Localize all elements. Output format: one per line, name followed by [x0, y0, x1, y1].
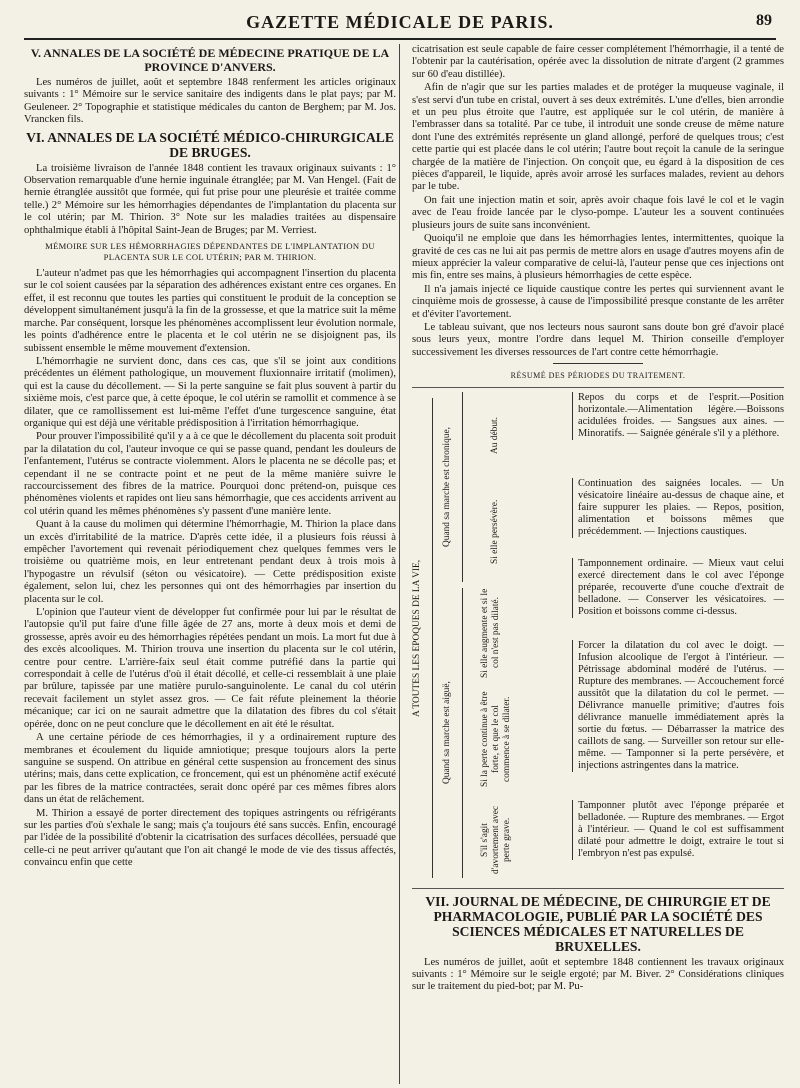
- summary-label-avortement: S'il s'agit d'avortement avec perte grave.: [480, 805, 512, 874]
- section-7-text: Les numéros de juillet, août et septembre 1848 contiennent les travaux originaux suivants : 1° Mémoire sur le seigle ergoté; par M. Biver. 2° Considérations cliniques sur le traitement du pied-bot; par M. Pu-: [412, 956, 784, 993]
- journal-title: GAZETTE MÉDICALE DE PARIS.: [246, 12, 554, 32]
- summary-block-continue: Forcer la dilatation du col avec le doigt. — Infusion alcoolique de l'ergot à l'intérieur. — Pétrissage abdominal modéré de l'utérus. — Rupture des membranes. — Accouchement forcé aussitôt que la dilatation du col le permet. — Délivrance manuelle primitive; d'autres fois délivrance manuelle immédiatement après la sortie du fœtus. — Débarrasser la matrice des caillots de sang. — Surveiller son retour sur elle-même. — Tamponner si la perte persévère, et injections astringentes dans la matrice.: [572, 640, 784, 772]
- summary-brace: [432, 398, 437, 878]
- paragraph: Pour prouver l'impossibilité qu'il y a à ce que le décollement du placenta soit produit par la dilatation du col, l'auteur invoque ce qui se passe quand, pendant les douleurs de l'enfantement, l'utérus se contracte violemment. Alors le placenta ne se décolle pas; et cependant il ne se contracte point et ne peut de la même manière suivre le raccourcissement des fibres de la matrice. Pourquoi donc prétend-on, puisque ces phénomènes violents et rapides ont lieu sans hémorrhagie, que ces accidents arrivent au col utérin quand les mêmes phénomènes s'y passent d'une manière lente.: [24, 431, 396, 517]
- summary-title: RÉSUMÉ DES PÉRIODES DU TRAITEMENT.: [510, 371, 686, 381]
- summary-label-persevere: Si elle persévère.: [490, 499, 500, 564]
- paragraph: Il n'a jamais injecté ce liquide caustique contre les pertes qui surviennent avant le cinquième mois de grossesse, à cause de l'impossibilité presque constante de les arrêter et d'éviter l'avortement.: [412, 283, 784, 320]
- page-number: 89: [756, 12, 772, 29]
- section-5-text: Les numéros de juillet, août et septembre 1848 renferment les articles originaux suivants : 1° Mémoire sur le service sanitaire des indigents dans le plat pays; par M. Geuleneer. 2° Topographie et statistique médicales du canton de Berghem; par M. Jos. Vrancken fils.: [24, 77, 396, 126]
- summary-block-augmente: Tamponnement ordinaire. — Mieux vaut celui exercé directement dans le col avec l'éponge préparée, recouverte d'une couche d'extrait de belladone. — Conserver les vésicatoires. — Position et boissons comme ci-dessus.: [572, 558, 784, 618]
- summary-brace: [462, 392, 467, 582]
- paragraph: M. Thirion a essayé de porter directement des topiques astringents ou réfrigérants sur les parties d'où s'exhale le sang; mais ç'a toujours été sans succès. Enfin, encouragé par l'idée de la possibilité d'obtenir la cicatrisation des surfaces décollées, persuadé que celle-ci ne peut arriver qu'autant que l'on ait changé le mode de vie des tissus affectés, convaincu enfin que cette: [24, 807, 396, 869]
- summary-block-avortement: Tamponner plutôt avec l'éponge préparée et belladonée. — Rupture des membranes. — Ergot à l'intérieur. — Quand le col est suffisamment dilaté pour admettre le doigt, extraire le tout si l'embryon n'est pas expulsé.: [572, 800, 784, 860]
- section-5-title: V. ANNALES DE LA SOCIÉTÉ DE MÉDECINE PRATIQUE DE LA PROVINCE D'ANVERS.: [30, 46, 390, 74]
- section-7-title: VII. JOURNAL DE MÉDECINE, DE CHIRURGIE ET DE PHARMACOLOGIE, PUBLIÉ PAR LA SOCIÉTÉ DES SCIENCES MÉDICALES ET NATURELLES DE BRUXELLES.: [425, 893, 771, 954]
- left-column: [24, 44, 396, 1084]
- section-rule: [553, 363, 643, 364]
- summary-label-acute: Quand sa marche est aiguë,: [442, 681, 452, 784]
- summary-block-persevere: Continuation des saignées locales. — Un vésicatoire linéaire au-dessus de chaque aine, et faire suppurer les plaies. — Repos, position, alimentation et boissons mêmes que précédemment. — Injections caustiques.: [572, 478, 784, 538]
- memoire-title: MÉMOIRE SUR LES HÉMORRHAGIES DÉPENDANTES DE L'IMPLANTATION DU PLACENTA SUR LE COL UTÉRIN; PAR M. THIRION.: [45, 241, 375, 263]
- paragraph: Afin de n'agir que sur les parties malades et de protéger la muqueuse vaginale, il s'est servi d'un tube en cristal, ouvert à ses deux extrémités. L'une d'elles, bien arrondie et un peu plus étroite que l'autre, est appliquée sur le col utérin, de manière à l'embrasser dans sa totalité. Par ce tube, il introduit une sonde creuse de même nature dont l'une des extrémités représente un gland allongé, perforé de quelques trous; c'est cette partie qui est placée dans le col utérin; l'autre bout reçoit la canule de la seringue chargée de la matière de l'injection. On conçoit que, eu égard à la disposition de ces pièces d'appareil, le liquide, après avoir arrosé les surfaces malades, revient au dehors par le tube.: [412, 82, 784, 193]
- paragraph: cicatrisation est seule capable de faire cesser complétement l'hémorrhagie, il a tenté de l'obtenir par la cautérisation, opérée avec la dissolution de nitrate d'argent (2 grammes sur 60 d'eau distillée).: [412, 44, 784, 80]
- page-header: [24, 12, 776, 40]
- summary-label-debut: Au début.: [490, 417, 500, 455]
- summary-brace: [462, 588, 467, 878]
- summary-label-augmente: Si elle augmente et si le col n'est pas dilaté.: [480, 587, 501, 678]
- column-divider: [399, 44, 400, 1084]
- paragraph: On fait une injection matin et soir, après avoir chaque fois lavé le col et le vagin avec de l'eau froide lancée par le clyso-pompe. L'auteur les a souvent continuées plusieurs jours de suite sans inconvénient.: [412, 194, 784, 231]
- paragraph: Le tableau suivant, que nos lecteurs nous sauront sans doute bon gré d'avoir placé sous leurs yeux, montre l'ordre dans lequel M. Thirion conseille d'employer successivement les diverses ressources de l'art contre cette hémorrhagie.: [412, 321, 784, 358]
- paragraph: L'hémorrhagie ne survient donc, dans ces cas, que s'il se joint aux conditions précédentes un élément pathologique, un mouvement fluxionnaire irritatif (molimen), qui est la cause du décollement. — Si la perte sanguine se fait plus souvent à partir du sixième mois, c'est parce que, à cette époque, le col utérin se ramollit et commence à se dilater, que ce ramollissement est lui-même l'effet d'une turgescence sanguine, état organique qui est déjà une véritable prédisposition à l'irritation hémorrhagique.: [24, 355, 396, 429]
- summary-label-continue: Si la perte continue à être forte, et que le col commence à se dilater.: [480, 690, 512, 787]
- paragraph: L'auteur n'admet pas que les hémorrhagies qui accompagnent l'insertion du placenta sur le col soient causées par la séparation des adhérences existant entre ces organes. En effet, il est reconnu que toutes les parties qui constituent le produit de la conception se développent simultanément jusqu'à la fin de la grossesse, et que la matrice suit la même marche. Par conséquent, lorsque les phénomènes accomplissent leur évolution normale, les points d'adhérence entre le placenta et le col utérin ne se disjoignent pas, ils subissent ensemble le même mouvement d'extension.: [24, 268, 396, 354]
- section-6-title: VI. ANNALES DE LA SOCIÉTÉ MÉDICO-CHIRURGICALE DE BRUGES.: [26, 129, 394, 160]
- summary-label-chronic: Quand sa marche est chronique,: [442, 426, 452, 547]
- treatment-summary-table: [412, 387, 784, 889]
- right-column: [412, 44, 784, 1084]
- summary-label-all-ages: A TOUTES LES ÉPOQUES DE LA VIE,: [412, 559, 422, 717]
- paragraph: Quant à la cause du molimen qui détermine l'hémorrhagie, M. Thirion la place dans un excès d'irritabilité de la matrice. D'après cette idée, il a plusieurs fois réussi à empêcher l'avortement qui revenait périodiquement chez quelques femmes vers le troisième ou quatrième mois, en leur entretenant pendant deux à trois mois à l'hypogastre un révulsif (séton ou vésicatoire). — Cette prédisposition existe également, selon lui, chez les personnes qui ont des hémorrhagies par insertion du placenta sur le col.: [24, 519, 396, 605]
- paragraph: Quoiqu'il ne emploie que dans les hémorrhagies lentes, intermittentes, quoique la gravité de ces cas ne lui ait pas permis de mettre alors en usage d'autres moyens afin de mieux apprécier la valeur comparative de celui-là, l'auteur pense que ces injections ont mis fin, entre ses mains, à plusieurs hémorrhagies de cette espèce.: [412, 233, 784, 282]
- paragraph: A une certaine période de ces hémorrhagies, il y a ordinairement rupture des membranes et écoulement du liquide amniotique; presque toujours alors la perte sanguine se suspend. On attribue en général cette suspension au froncement des sinus utérins; mais, dans cette explication, ce froncement, qui est un phénomène actif exécuté par les fibres de la matrice contractées, serait donc opéré par ces mêmes fibres alors dans un état de relâchement.: [24, 732, 396, 806]
- section-6-text: La troisième livraison de l'année 1848 contient les travaux originaux suivants : 1° Observation remarquable d'une hernie inguinale étranglée; par M. Van Hengel. (Fait de hernie étranglée aussitôt que formée, qui fut prise pour une pleurésie et traitée comme telle.) 2° Mémoire sur les hémorrhagies dépendantes de l'implantation du placenta sur le col utérin; par M. Thirion. 3° Note sur les maladies traitées au dispensaire ophthalmique établi à l'hôpital Saint-Jean de Bruges; par M. Verriest.: [24, 162, 396, 236]
- paragraph: L'opinion que l'auteur vient de développer fut confirmée pour lui par le résultat de l'autopsie qu'il put faire d'une fille âgée de 27 ans, morte à deux mois et demi de grossesse, après avoir eu des hémorrhagies répétées pendant un mois. La mort fut due à des excès alcooliques. M. Thirion trouva une insertion du placenta sur le col utérin, centre pour centre. L'arrière-faix seul était comme putréfié dans la partie qui correspondait à celle de l'utérus d'où il était décollé, et celle-ci ressemblait à une plaie par brûlure, tapissée par une matière purulo-sanguinolente. Le canal du col utérin recevait facilement un stylet assez gros. — Ce fait réfute pleinement la théorie mécanique; car ici on ne saurait admettre que la dilatation des fibres du col s'était opérée, donc on ne peut conclure que le décollement en ait été le résultat.: [24, 607, 396, 730]
- summary-block-debut: Repos du corps et de l'esprit.—Position horizontale.—Alimentation légère.—Boissons acidulées froides. — Sangsues aux aines. — Minoratifs. — Saignée générale s'il y a pléthore.: [572, 392, 784, 440]
